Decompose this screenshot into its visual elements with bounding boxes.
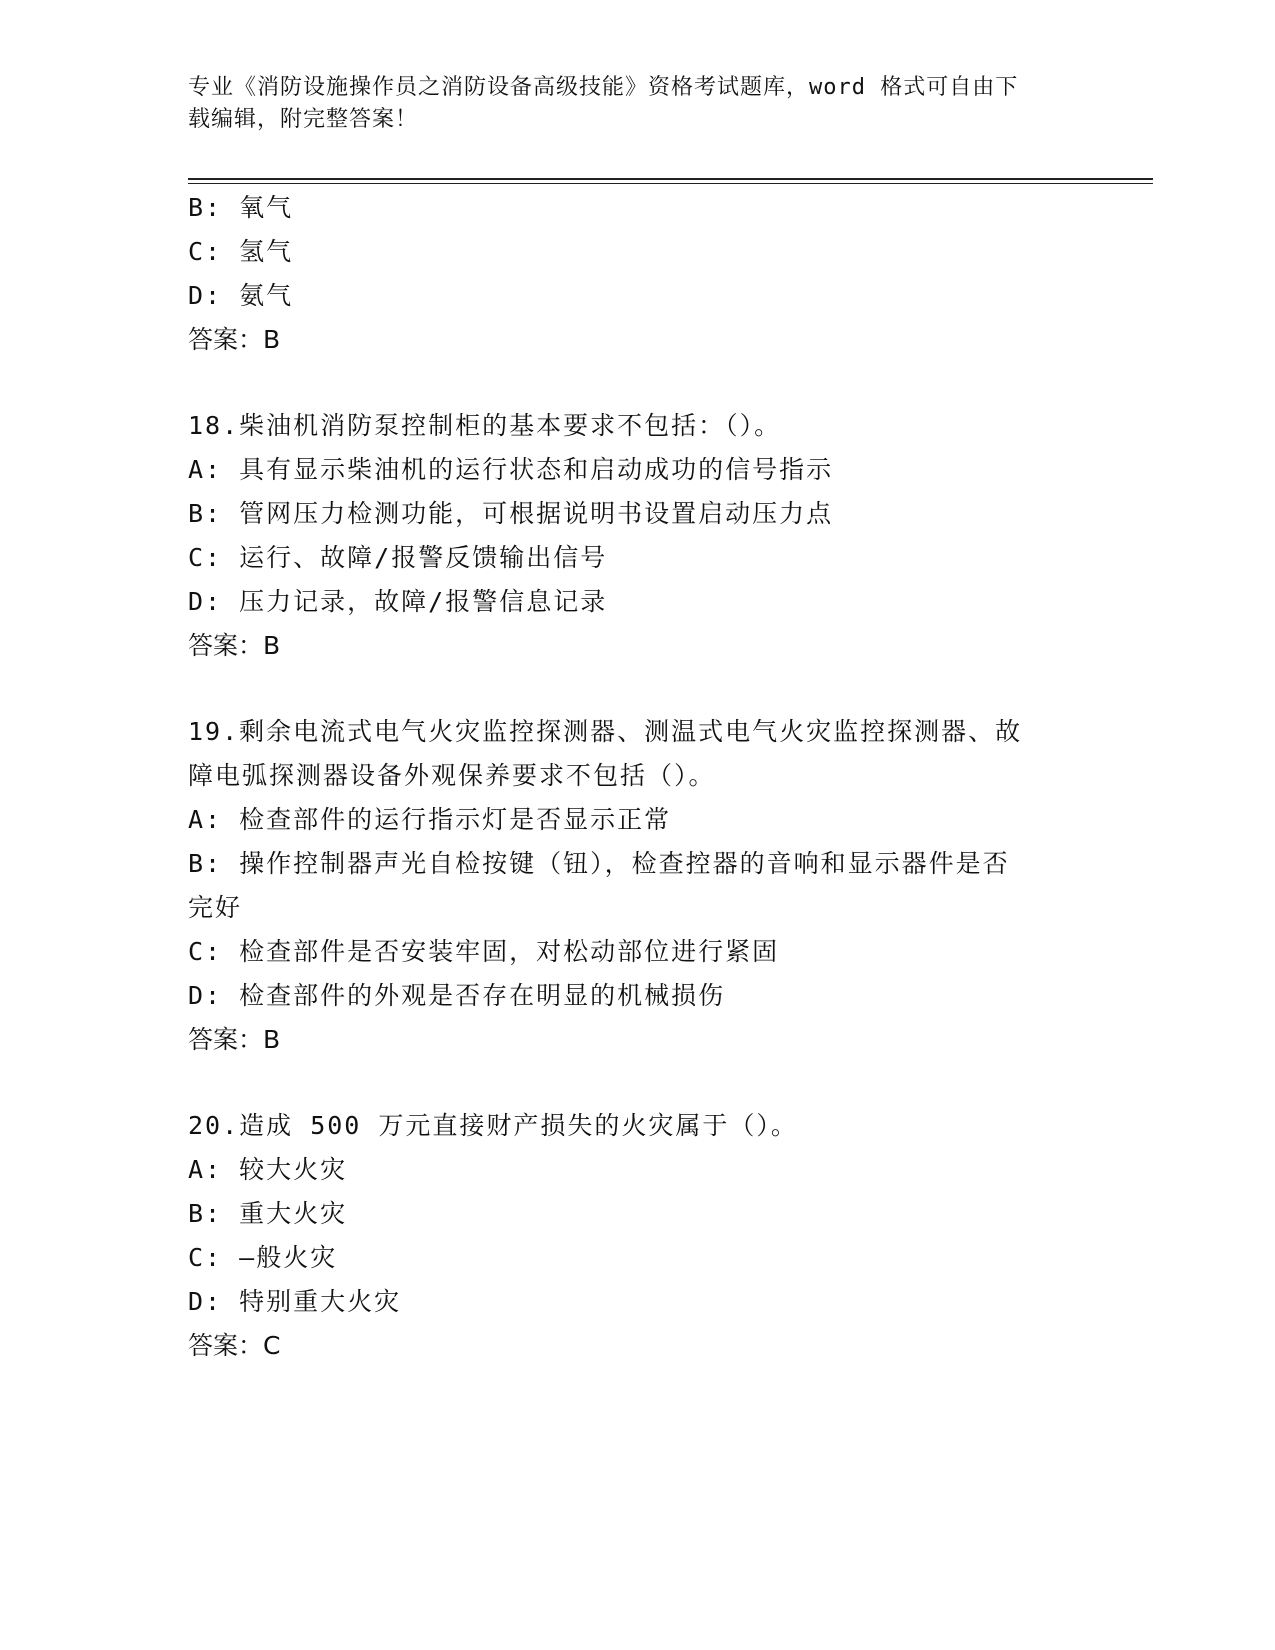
q18-stem: 18.柴油机消防泵控制柜的基本要求不包括：（）。 — [188, 411, 782, 440]
header-line-1: 专业《消防设施操作员之消防设备高级技能》资格考试题库，word 格式可自由下 — [188, 75, 1019, 100]
q20-answer: 答案：C — [188, 1331, 281, 1360]
q19-answer: 答案：B — [188, 1025, 281, 1054]
q19-option-c: C: 检查部件是否安装牢固，对松动部位进行紧固 — [188, 937, 780, 966]
q20-option-c: C: —般火灾 — [188, 1243, 338, 1272]
header-divider-thick — [188, 178, 1153, 180]
q19-stem-line-1: 19.剩余电流式电气火灾监控探测器、测温式电气火灾监控探测器、故 — [188, 717, 1023, 746]
q19-option-b-line-2: 完好 — [188, 893, 243, 922]
q18-option-c: C: 运行、故障/报警反馈输出信号 — [188, 543, 608, 572]
header-line-2: 载编辑，附完整答案！ — [188, 107, 419, 132]
q18-answer: 答案：B — [188, 631, 281, 660]
q18-option-b: B: 管网压力检测功能，可根据说明书设置启动压力点 — [188, 499, 834, 528]
q19-option-a: A: 检查部件的运行指示灯是否显示正常 — [188, 805, 672, 834]
q20-option-b: B: 重大火灾 — [188, 1199, 348, 1228]
q18-option-a: A: 具有显示柴油机的运行状态和启动成功的信号指示 — [188, 455, 834, 484]
q20-option-a: A: 较大火灾 — [188, 1155, 348, 1184]
q20-stem: 20.造成 500 万元直接财产损失的火灾属于（）。 — [188, 1111, 798, 1140]
q19-stem-line-2: 障电弧探测器设备外观保养要求不包括（）。 — [188, 761, 716, 790]
q19-option-b-line-1: B: 操作控制器声光自检按键（钮），检查控器的音响和显示器件是否 — [188, 849, 1010, 878]
header-divider-thin — [188, 183, 1153, 184]
document-header — [188, 72, 1068, 136]
q17-option-d: D: 氨气 — [188, 281, 294, 310]
q18-option-d: D: 压力记录，故障/报警信息记录 — [188, 587, 608, 616]
q17-answer: 答案：B — [188, 325, 281, 354]
q17-option-b: B: 氧气 — [188, 193, 294, 222]
q20-option-d: D: 特别重大火灾 — [188, 1287, 402, 1316]
q19-option-d: D: 检查部件的外观是否存在明显的机械损伤 — [188, 981, 726, 1010]
q17-option-c: C: 氢气 — [188, 237, 294, 266]
